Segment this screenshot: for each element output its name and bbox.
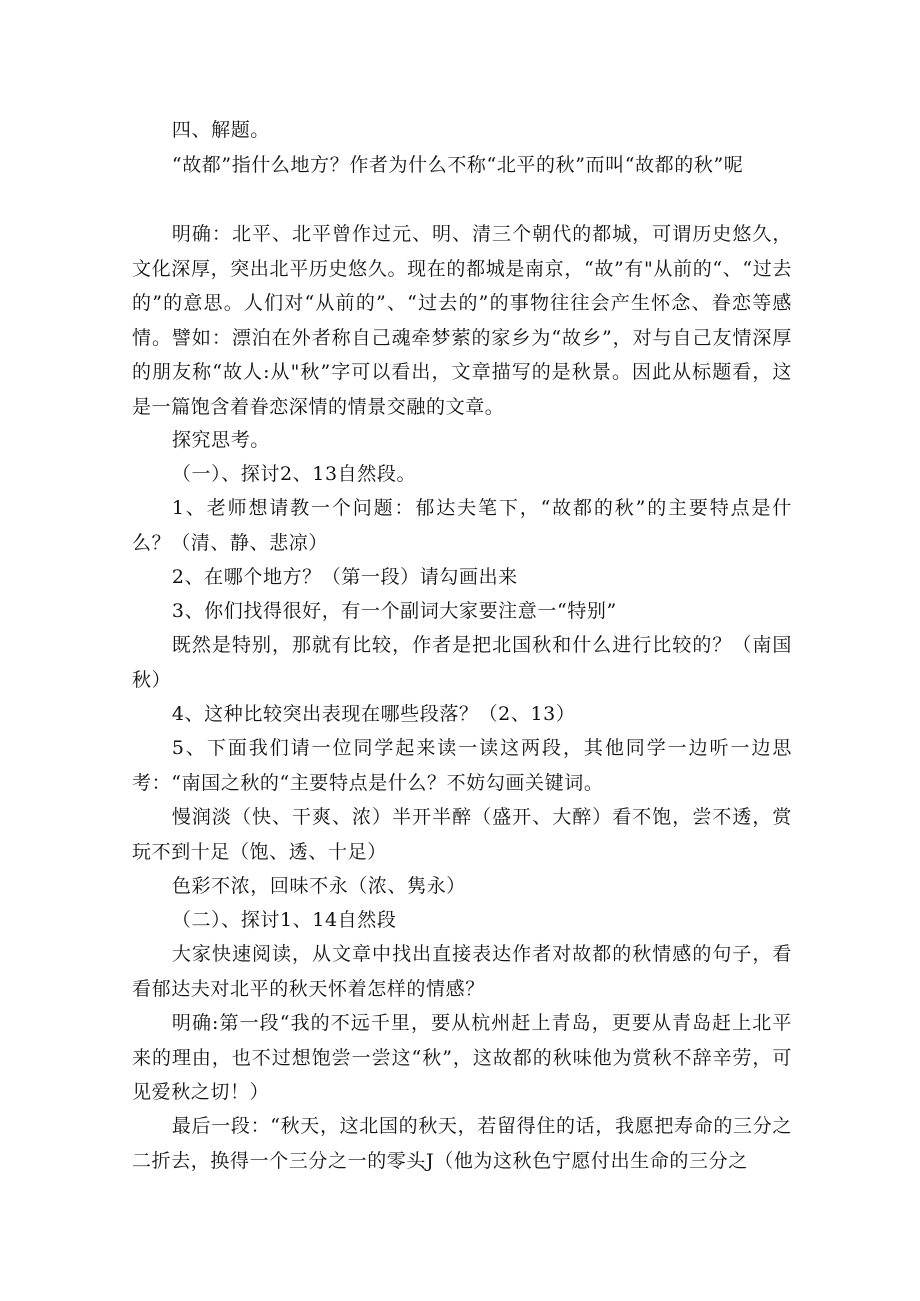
subsection-heading-one: （一）、探讨2、13自然段。 xyxy=(171,463,417,485)
last-paragraph-answer: 最后一段：“秋天，这北国的秋天，若留得住的话，我愿把寿命的三分之二折去，换得一个三分之一的零头J（他为这秋色宁愿付出生命的三分之 xyxy=(132,1115,792,1172)
numbered-item-3: 3、你们找得很好，有一个副词大家要注意一“特别” xyxy=(171,600,617,622)
answer-paragraph: 明确：北平、北平曾作过元、明、清三个朝代的都城，可谓历史悠久，文化深厚，突出北平历史悠久。现在的都城是南京，“故”有"从前的“、“过去的”的意思。人们对“从前的”、“过去的”的事物往往会产生怀念、眷恋等感情。譬如：漂泊在外者称自己魂牵梦萦的家乡为“故乡”，对与自己友情深厚的朋友称“故人:从"秋”字可以看出，文章描写的是秋景。因此从标题看，这是一篇饱含着眷恋深情的情景交融的文章。 xyxy=(132,223,792,418)
color-paragraph: 色彩不浓，回味不永（浓、隽永） xyxy=(171,875,466,897)
keywords-paragraph: 慢润淡（快、干爽、浓）半开半醉（盛开、大醉）看不饱，尝不透，赏玩不到十足（饱、透、十足） xyxy=(132,806,792,863)
question-paragraph: “故都”指什么地方？作者为什么不称“北平的秋”而叫“故都的秋”呢 xyxy=(171,154,744,176)
numbered-item-1: 1、老师想请教一个问题：郁达夫笔下，“故都的秋”的主要特点是什么？（清、静、悲凉） xyxy=(132,497,792,554)
comparison-paragraph: 既然是特别，那就有比较，作者是把北国秋和什么进行比较的？（南国秋） xyxy=(132,634,792,691)
numbered-item-4: 4、这种比较突出表现在哪些段落？（2、13） xyxy=(171,703,576,725)
section-heading-interpretation: 四、解题。 xyxy=(171,119,270,141)
first-paragraph-answer: 明确:第一段“我的不远千里，要从杭州赶上青岛，更要从青岛赶上北平来的理由，也不过想饱尝一尝这“秋”，这故都的秋味他为赏秋不辞辛劳，可见爱秋之切！） xyxy=(132,1012,792,1103)
section-heading-exploration: 探究思考。 xyxy=(171,429,270,451)
subsection-heading-two: （二）、探讨1、14自然段 xyxy=(171,909,397,931)
numbered-item-2: 2、在哪个地方？（第一段）请勾画出来 xyxy=(171,566,518,588)
numbered-item-5: 5、下面我们请一位同学起来读一读这两段，其他同学一边听一边思考：“南国之秋的“主要特点是什么？不妨勾画关键词。 xyxy=(132,737,792,794)
reading-task-paragraph: 大家快速阅读，从文章中找出直接表达作者对故都的秋情感的句子，看看郁达夫对北平的秋天怀着怎样的情感？ xyxy=(132,943,792,1000)
